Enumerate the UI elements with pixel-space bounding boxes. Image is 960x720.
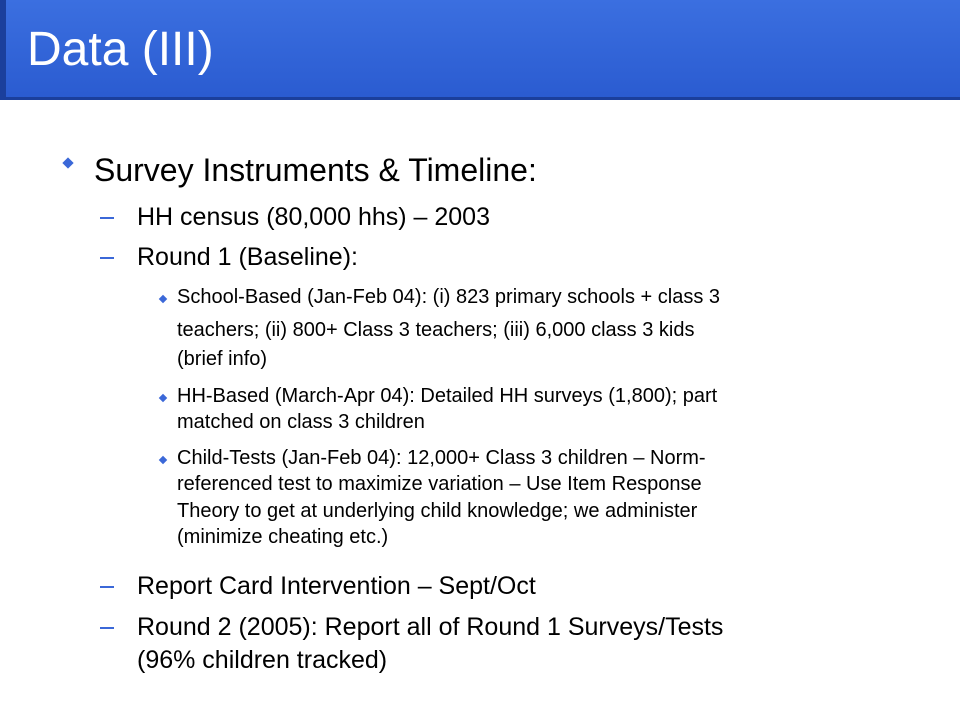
sub-item-hh-based-line2: matched on class 3 children <box>177 411 425 433</box>
item-round-2-line2: (96% children tracked) <box>137 646 388 674</box>
sub-item-child-tests-line4: (minimize cheating etc.) <box>177 526 389 548</box>
dash-bullet-icon <box>100 627 114 629</box>
diamond-bullet-icon <box>159 394 167 402</box>
sub-item-school-based-line2: teachers; (ii) 800+ Class 3 teachers; (iii) 6,000 class 3 kids <box>177 319 695 341</box>
sub-item-child-tests-line1: Child-Tests (Jan-Feb 04): 12,000+ Class 3 children – Norm- <box>177 447 706 469</box>
slide-title: Data (III) <box>27 23 214 76</box>
diamond-bullet-icon <box>159 295 167 303</box>
diamond-bullet-icon <box>62 157 73 168</box>
item-round-2-line1: Round 2 (2005): Report all of Round 1 Surveys/Tests <box>137 613 724 641</box>
dash-bullet-icon <box>100 217 114 219</box>
sub-item-child-tests-line3: Theory to get at underlying child knowledge; we administer <box>177 500 698 522</box>
sub-item-school-based-line1: School-Based (Jan-Feb 04): (i) 823 primary schools + class 3 <box>177 286 721 308</box>
sub-item-school-based-line3: (brief info) <box>177 348 268 370</box>
item-round-1: Round 1 (Baseline): <box>137 243 358 271</box>
sub-item-child-tests-line2: referenced test to maximize variation – Use Item Response <box>177 473 702 495</box>
heading: Survey Instruments & Timeline: <box>94 152 537 188</box>
item-report-card: Report Card Intervention – Sept/Oct <box>137 572 536 600</box>
sub-item-hh-based-line1: HH-Based (March-Apr 04): Detailed HH surveys (1,800); part <box>177 385 718 407</box>
dash-bullet-icon <box>100 257 114 259</box>
diamond-bullet-icon <box>159 456 167 464</box>
dash-bullet-icon <box>100 586 114 588</box>
item-hh-census: HH census (80,000 hhs) – 2003 <box>137 203 490 231</box>
